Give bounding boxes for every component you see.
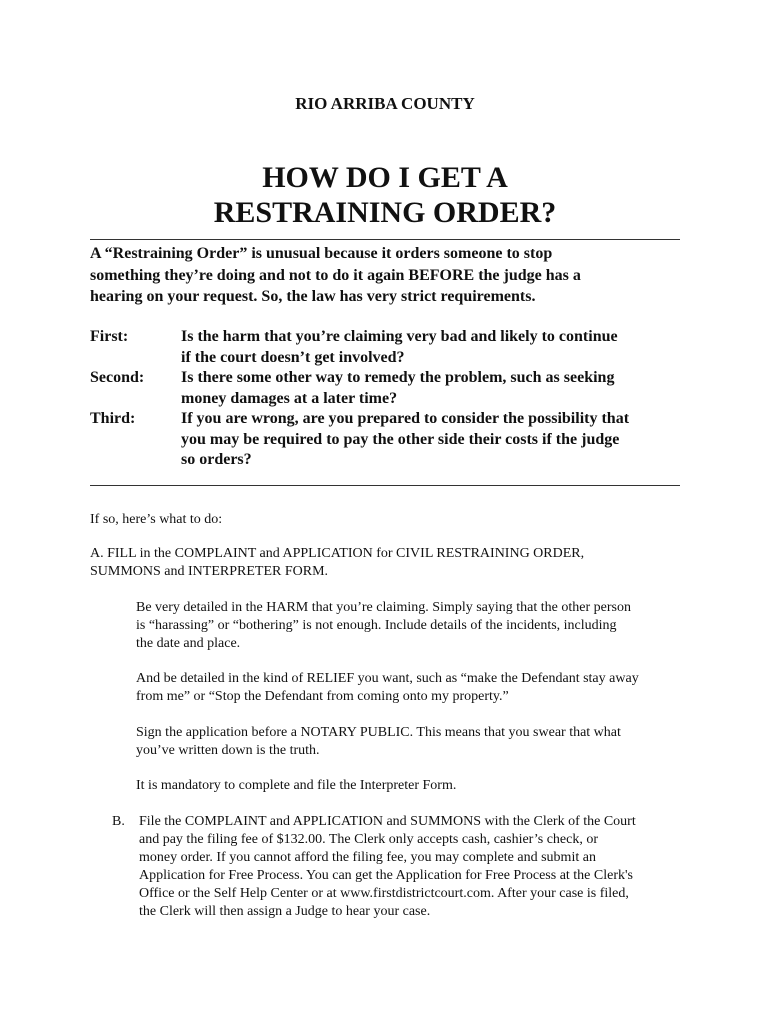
county-heading: RIO ARRIBA COUNTY	[295, 94, 475, 113]
paragraph-line: Office or the Self Help Center or at www.firstdistrictcourt.com. After your case is filed,	[139, 886, 629, 901]
paragraph-line: Be very detailed in the HARM that you’re claiming. Simply saying that the other person	[136, 600, 631, 615]
paragraph-line: the Clerk will then assign a Judge to hear your case.	[139, 904, 431, 919]
requirement-line: Is the harm that you’re claiming very bad and likely to continue	[181, 328, 618, 345]
title-line: RESTRAINING ORDER?	[213, 196, 557, 229]
paragraph-line: And be detailed in the kind of RELIEF you want, such as “make the Defendant stay away	[136, 671, 639, 686]
step-a-interpreter-paragraph	[136, 777, 456, 795]
step-b-marker: B.	[112, 814, 125, 829]
paragraph-line: and pay the filing fee of $132.00. The Clerk only accepts cash, cashier’s check, or	[139, 832, 598, 847]
requirement-line: so orders?	[181, 451, 252, 468]
intro-line: A “Restraining Order” is unusual because it orders someone to stop	[90, 245, 553, 262]
step-a-relief-paragraph	[136, 670, 639, 706]
step-a-notary-paragraph	[136, 724, 621, 760]
paragraph-line: It is mandatory to complete and file the Interpreter Form.	[136, 778, 457, 793]
paragraph-line: Application for Free Process. You can get the Application for Free Process at the Clerk's	[139, 868, 633, 883]
paragraph-line: you’ve written down is the truth.	[136, 743, 320, 758]
step-a-heading	[90, 545, 584, 581]
requirement-line: Is there some other way to remedy the problem, such as seeking	[181, 369, 615, 386]
title-line: HOW DO I GET A	[262, 161, 508, 194]
requirement-label: First:	[90, 328, 129, 345]
step-b-paragraph	[139, 813, 636, 921]
paragraph-line: the date and place.	[136, 636, 241, 651]
requirement-line: money damages at a later time?	[181, 389, 398, 407]
requirement-label: Third:	[90, 410, 136, 427]
step-a-harm-paragraph	[136, 599, 631, 653]
requirement-line: if the court doesn’t get involved?	[181, 348, 405, 366]
intro-line: hearing on your request. So, the law has very strict requirements.	[90, 288, 536, 305]
requirement-line: you may be required to pay the other side their costs if the judge	[181, 430, 620, 448]
paragraph-line: File the COMPLAINT and APPLICATION and SUMMONS with the Clerk of the Court	[139, 814, 636, 829]
intro-line: something they’re doing and not to do it again BEFORE the judge has a	[90, 266, 581, 284]
step-a-line: SUMMONS and INTERPRETER FORM.	[90, 564, 329, 579]
paragraph-line: from me” or “Stop the Defendant from coming onto my property.”	[136, 689, 509, 704]
divider-bottom	[90, 485, 680, 486]
intro-paragraph	[90, 243, 581, 308]
paragraph-line: Sign the application before a NOTARY PUBLIC. This means that you swear that what	[136, 725, 621, 740]
divider-top	[90, 239, 680, 240]
if-so-text: If so, here’s what to do:	[90, 512, 223, 527]
paragraph-line: is “harassing” or “bothering” is not enough. Include details of the incidents, including	[136, 618, 617, 633]
page-title	[0, 160, 770, 230]
requirement-label: Second:	[90, 369, 145, 386]
paragraph-line: money order. If you cannot afford the filing fee, you may complete and submit an	[139, 850, 596, 865]
step-a-line: A. FILL in the COMPLAINT and APPLICATION for CIVIL RESTRAINING ORDER,	[90, 546, 585, 561]
requirement-line: If you are wrong, are you prepared to consider the possibility that	[181, 410, 630, 427]
